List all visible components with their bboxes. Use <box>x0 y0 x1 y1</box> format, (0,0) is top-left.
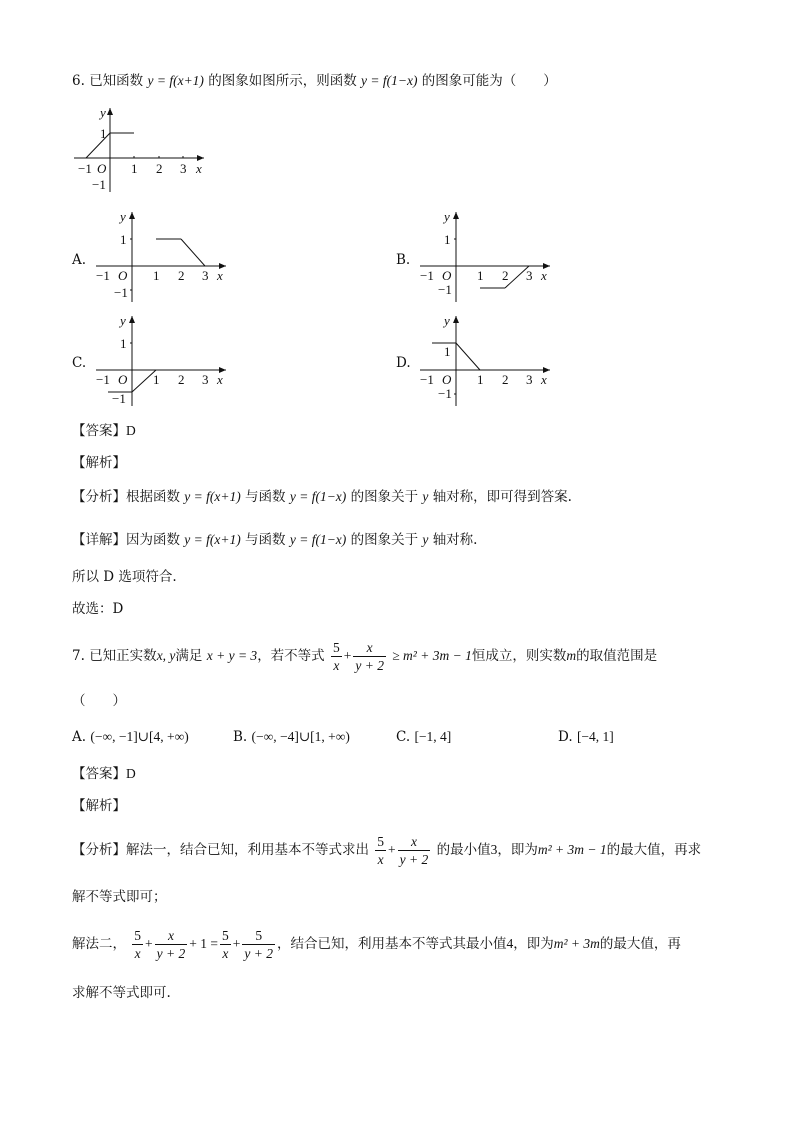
opt-label: B. <box>233 729 248 745</box>
x-tick-1: 1 <box>477 372 484 387</box>
xiangjie-b: 与函数 <box>245 532 286 548</box>
xiangjie-label: 【详解】 <box>72 532 126 548</box>
q7-option-b <box>233 728 350 746</box>
q7-option-c <box>396 728 451 746</box>
opt-label: C. <box>396 729 411 745</box>
x-tick-3: 3 <box>526 268 533 283</box>
q6-choice: 故选：D <box>72 601 124 617</box>
f1mx: y = f(1−x) <box>289 532 347 547</box>
x-tick-3: 3 <box>526 372 533 387</box>
frac-den: x <box>134 946 141 961</box>
frac-den: x <box>377 852 384 867</box>
y-tick-neg1: −1 <box>438 282 452 297</box>
q7-analysis-heading: 【解析】 <box>72 798 126 814</box>
q6-answer <box>72 422 136 440</box>
origin-label: O <box>442 372 452 387</box>
q7-text-b: 满足 <box>175 648 203 664</box>
frac-den: x <box>222 946 229 961</box>
x-tick-2: 2 <box>178 372 185 387</box>
frac-num: x <box>155 927 188 945</box>
frac-5-over-x <box>132 927 143 962</box>
x-tick-1: 1 <box>131 161 138 176</box>
q7-text-e: 的取值范围是 <box>576 648 658 664</box>
frac-den: y + 2 <box>156 946 186 961</box>
frac-x-over-y2 <box>155 927 188 962</box>
q7-ineq-rhs: ≥ m² + 3m − 1 <box>392 648 472 663</box>
method2-b: ，结合已知，利用基本不等式其最小值 <box>277 936 507 952</box>
y-tick-1: 1 <box>120 232 127 247</box>
method1-d: 的最大值，再求 <box>606 842 702 858</box>
plus-one: + 1 = <box>189 936 219 951</box>
x-tick-neg1: −1 <box>420 372 434 387</box>
q6-text-c: 的图象可能为（ ） <box>421 73 557 89</box>
q6-fenxi <box>72 488 572 506</box>
x-tick-2: 2 <box>156 161 163 176</box>
y-label: y <box>120 209 126 224</box>
y-tick-neg1: −1 <box>438 386 452 401</box>
origin-label: O <box>118 372 128 387</box>
frac-num: x <box>398 833 431 851</box>
frac-5-over-y2 <box>242 927 275 962</box>
y-tick-1: 1 <box>100 126 107 141</box>
x-label: x <box>541 372 547 387</box>
frac-5-over-x <box>331 639 342 674</box>
q7-answer <box>72 765 136 783</box>
y-tick-1: 1 <box>444 232 451 247</box>
x-tick-neg1: −1 <box>420 268 434 283</box>
option-b-label: B. <box>396 252 411 268</box>
x-tick-2: 2 <box>502 372 509 387</box>
answer-value: D <box>126 423 136 438</box>
q7-option-d <box>558 728 614 746</box>
y-tick-neg1: −1 <box>112 391 126 406</box>
q7-method2-end: 求解不等式即可. <box>72 985 171 1001</box>
graph-segment <box>456 343 480 370</box>
f1mx: y = f(1−x) <box>289 489 347 504</box>
graph-segment <box>181 239 205 266</box>
q7-stem: 7. 已知正实数x, y满足 x + y = 3，若不等式 $\frac{5}{x}$ + $\frac{x}{y + 2}$ ≥ m² + 3m − 1恒成立，则实数m的取值范围是 <box>72 640 658 673</box>
xiangjie-c: 的图象关于 <box>350 532 419 548</box>
option-d-graph <box>416 310 556 410</box>
q6-text-a: 已知函数 <box>89 73 144 89</box>
q6-fx1: y = f(x+1) <box>147 73 204 88</box>
q7-method1-end: 解不等式即可； <box>72 889 167 905</box>
method2-c: ，即为 <box>513 936 554 952</box>
y-tick-neg1: −1 <box>92 177 106 192</box>
x-label: x <box>217 372 223 387</box>
method2-d: 的最大值，再 <box>599 936 681 952</box>
x-tick-1: 1 <box>477 268 484 283</box>
x-tick-3: 3 <box>202 268 209 283</box>
q7-number: 7. <box>72 648 85 664</box>
axis-y: y <box>422 489 429 504</box>
x-tick-1: 1 <box>153 268 160 283</box>
origin-label: O <box>97 161 107 176</box>
answer-value: D <box>126 766 136 781</box>
q7-option-a <box>72 728 189 746</box>
frac-den: y + 2 <box>355 658 384 673</box>
option-b-graph <box>416 206 556 306</box>
y-label: y <box>444 209 450 224</box>
y-tick-1: 1 <box>444 344 451 359</box>
y-label: y <box>120 313 126 328</box>
x-tick-neg1: −1 <box>78 161 92 176</box>
frac-num: 5 <box>242 927 275 945</box>
frac-den: y + 2 <box>244 946 273 961</box>
method2-expr: m² + 3m <box>553 936 600 951</box>
q7-var-m: m <box>566 648 577 663</box>
method1-a: 解法一，结合已知，利用基本不等式求出 <box>126 842 369 858</box>
q7-method2: 解法二， $\frac{5}{x}$ + $\frac{x}{y + 2}$ + 1 = $\frac{5}{x}$ + $\frac{5}{y + 2}$ ，结合已知，利用基本不等式其最小值4，即为m² + 3m的最大值，再 <box>72 928 681 961</box>
fenxi-label: 【分析】 <box>72 842 126 858</box>
q6-text-b: 的图象如图所示，则函数 <box>208 73 357 89</box>
fx1: y = f(x+1) <box>184 532 241 547</box>
frac-num: 5 <box>134 928 142 943</box>
option-a-label: A. <box>72 252 87 268</box>
q6-given-graph <box>70 102 210 194</box>
x-tick-3: 3 <box>180 161 187 176</box>
method1-b: 的最小值 <box>436 842 491 858</box>
option-d-label: D. <box>396 355 411 371</box>
q7-paren: （ ） <box>72 693 126 709</box>
frac-den: y + 2 <box>399 852 429 867</box>
q7-vars: x, y <box>156 648 176 663</box>
fx1: y = f(x+1) <box>184 489 241 504</box>
origin-label: O <box>118 268 128 283</box>
xiangjie-d: 轴对称. <box>432 532 478 548</box>
x-tick-2: 2 <box>502 268 509 283</box>
x-tick-neg1: −1 <box>96 372 110 387</box>
opt-value: [−1, 4] <box>414 729 452 744</box>
fenxi-label: 【分析】 <box>72 489 126 505</box>
y-label: y <box>444 313 450 328</box>
x-tick-1: 1 <box>153 372 160 387</box>
method2-min: 4 <box>506 936 514 951</box>
q7-cond: x + y = 3 <box>206 648 258 663</box>
method2-a: 解法二， <box>72 936 126 952</box>
frac-num: 5 <box>222 928 229 943</box>
x-label: x <box>196 161 202 176</box>
y-tick-neg1: −1 <box>114 285 128 300</box>
fenxi-c: 的图象关于 <box>350 489 419 505</box>
method1-expr: m² + 3m − 1 <box>537 842 607 857</box>
q7-text-a: 已知正实数 <box>89 648 157 664</box>
x-tick-2: 2 <box>178 268 185 283</box>
x-tick-neg1: −1 <box>96 268 110 283</box>
q6-xiangjie <box>72 531 477 549</box>
q7-text-d: 恒成立，则实数 <box>471 648 567 664</box>
y-tick-1: 1 <box>120 336 127 351</box>
q6-f1mx: y = f(1−x) <box>361 73 418 88</box>
fenxi-a: 根据函数 <box>126 489 180 505</box>
q6-number: 6. <box>72 73 85 89</box>
opt-label: A. <box>72 729 87 745</box>
q6-stem <box>72 72 557 90</box>
frac-num: 5 <box>377 834 385 849</box>
fenxi-b: 与函数 <box>245 489 286 505</box>
frac-5-over-x <box>375 833 386 868</box>
y-label: y <box>100 105 106 120</box>
x-tick-3: 3 <box>202 372 209 387</box>
frac-num: x <box>353 639 386 657</box>
q7-method1: 【分析】解法一，结合已知，利用基本不等式求出 $\frac{5}{x}$ + $\frac{x}{y + 2}$ 的最小值3，即为m² + 3m − 1的最大值，再求 <box>72 834 702 867</box>
x-label: x <box>217 268 223 283</box>
frac-5-over-x <box>220 927 231 962</box>
opt-label: D. <box>558 729 573 745</box>
answer-label: 【答案】 <box>72 423 126 439</box>
option-a-graph <box>92 206 232 306</box>
frac-x-over-y2 <box>398 833 431 868</box>
fenxi-d: 轴对称，即可得到答案. <box>432 489 572 505</box>
frac-x-over-y2 <box>353 639 386 674</box>
option-c-graph <box>92 310 232 410</box>
xiangjie-a: 因为函数 <box>126 532 180 548</box>
answer-label: 【答案】 <box>72 766 126 782</box>
axis-y: y <box>422 532 429 547</box>
q6-analysis-heading: 【解析】 <box>72 455 126 471</box>
method1-min: 3 <box>490 842 498 857</box>
frac-num: 5 <box>332 640 340 655</box>
opt-value: (−∞, −4]∪[1, +∞) <box>251 729 350 744</box>
option-c-label: C. <box>72 355 87 371</box>
x-label: x <box>541 268 547 283</box>
q7-text-c: ，若不等式 <box>257 648 325 664</box>
opt-value: (−∞, −1]∪[4, +∞) <box>90 729 189 744</box>
opt-value: [−4, 1] <box>576 729 614 744</box>
method1-c: ，即为 <box>497 842 538 858</box>
q6-conclusion: 所以 D 选项符合. <box>72 569 177 585</box>
frac-den: x <box>333 658 340 673</box>
origin-label: O <box>442 268 452 283</box>
